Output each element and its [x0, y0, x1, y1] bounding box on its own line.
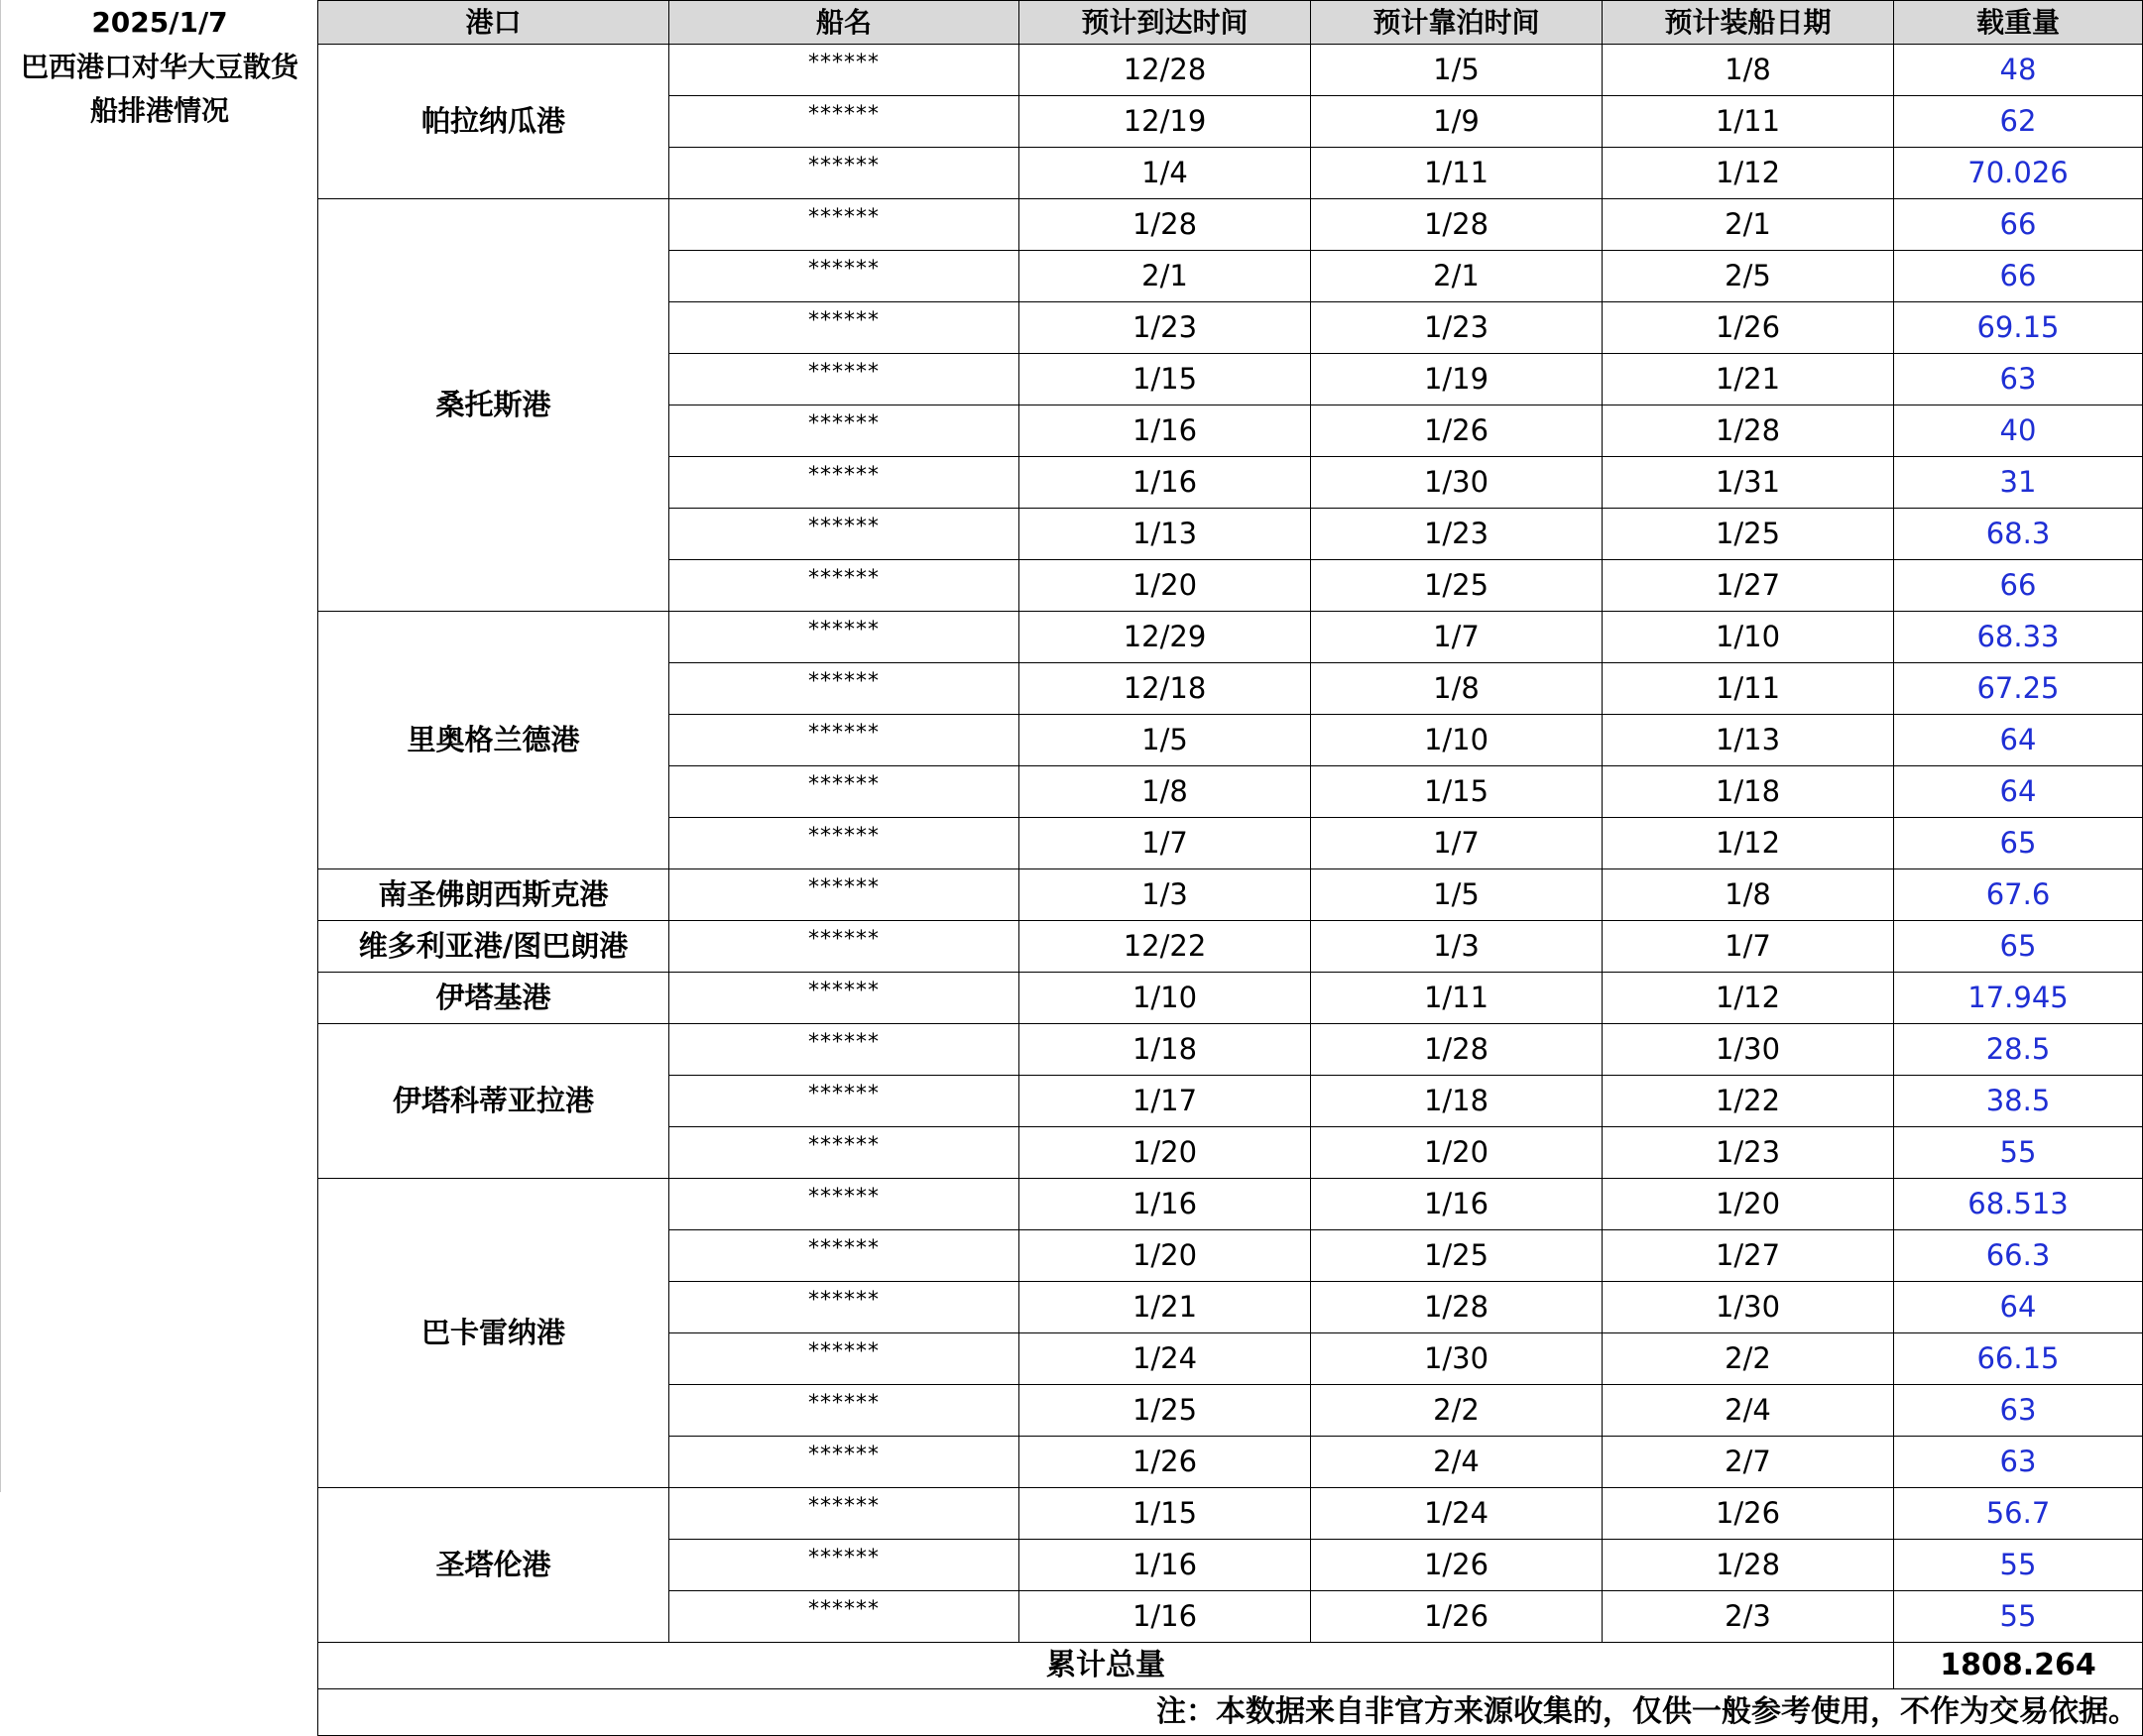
loading-date-cell[interactable]: 2/7	[1603, 1437, 1894, 1488]
ship-name-cell[interactable]: ******	[669, 715, 1019, 766]
loading-date-cell[interactable]: 1/27	[1603, 560, 1894, 612]
deadweight-cell[interactable]: 66.15	[1894, 1333, 2143, 1385]
table-row	[318, 973, 2143, 1024]
ship-name-cell[interactable]: ******	[669, 354, 1019, 405]
ship-name-cell[interactable]: ******	[669, 869, 1019, 921]
loading-date-cell[interactable]: 1/28	[1603, 1540, 1894, 1591]
ship-name-cell[interactable]: ******	[669, 973, 1019, 1024]
port-cell[interactable]: 圣塔伦港	[318, 1488, 669, 1643]
deadweight-cell[interactable]: 17.945	[1894, 973, 2143, 1024]
deadweight-cell[interactable]: 67.25	[1894, 663, 2143, 715]
berthing-time-cell[interactable]: 1/10	[1311, 715, 1603, 766]
loading-date-cell[interactable]: 1/12	[1603, 818, 1894, 869]
berthing-time-cell[interactable]: 1/11	[1311, 973, 1603, 1024]
deadweight-cell[interactable]: 68.513	[1894, 1179, 2143, 1230]
deadweight-cell[interactable]: 28.5	[1894, 1024, 2143, 1076]
ship-name-cell[interactable]: ******	[669, 612, 1019, 663]
berthing-time-cell[interactable]: 1/28	[1311, 1282, 1603, 1333]
loading-date-cell[interactable]: 1/10	[1603, 612, 1894, 663]
berthing-time-cell[interactable]: 1/9	[1311, 96, 1603, 148]
table-row	[318, 1179, 2143, 1230]
eta-cell[interactable]: 1/7	[1019, 818, 1311, 869]
berthing-time-cell[interactable]: 1/23	[1311, 302, 1603, 354]
ship-name-cell[interactable]: ******	[669, 1385, 1019, 1437]
eta-cell[interactable]: 1/18	[1019, 1024, 1311, 1076]
header-ship-name[interactable]: 船名	[669, 1, 1019, 45]
deadweight-cell[interactable]: 63	[1894, 354, 2143, 405]
loading-date-cell[interactable]: 2/5	[1603, 251, 1894, 302]
loading-date-cell[interactable]: 1/28	[1603, 405, 1894, 457]
report-title: 巴西港口对华大豆散货船排港情况	[20, 51, 298, 127]
total-row	[318, 1643, 2143, 1689]
ship-name-cell[interactable]: ******	[669, 921, 1019, 973]
loading-date-cell[interactable]: 1/22	[1603, 1076, 1894, 1127]
table-header	[318, 1, 2143, 45]
eta-cell[interactable]: 1/15	[1019, 1488, 1311, 1540]
disclaimer-note[interactable]: 注：本数据来自非官方来源收集的，仅供一般参考使用，不作为交易依据。	[318, 1689, 2143, 1736]
deadweight-cell[interactable]: 68.3	[1894, 509, 2143, 560]
loading-date-cell[interactable]: 1/8	[1603, 45, 1894, 96]
berthing-time-cell[interactable]: 1/25	[1311, 1230, 1603, 1282]
table-body	[318, 45, 2143, 1736]
deadweight-cell[interactable]: 66.3	[1894, 1230, 2143, 1282]
loading-date-cell[interactable]: 1/26	[1603, 302, 1894, 354]
berthing-time-cell[interactable]: 1/30	[1311, 1333, 1603, 1385]
berthing-time-cell[interactable]: 1/23	[1311, 509, 1603, 560]
ship-name-cell[interactable]: ******	[669, 96, 1019, 148]
eta-cell[interactable]: 12/19	[1019, 96, 1311, 148]
deadweight-cell[interactable]: 40	[1894, 405, 2143, 457]
eta-cell[interactable]: 12/18	[1019, 663, 1311, 715]
loading-date-cell[interactable]: 1/13	[1603, 715, 1894, 766]
eta-cell[interactable]: 1/16	[1019, 1591, 1311, 1643]
loading-date-cell[interactable]: 2/4	[1603, 1385, 1894, 1437]
ship-name-cell[interactable]: ******	[669, 663, 1019, 715]
berthing-schedule-table	[317, 0, 2143, 1736]
ship-name-cell[interactable]: ******	[669, 1024, 1019, 1076]
eta-cell[interactable]: 1/28	[1019, 199, 1311, 251]
header-deadweight[interactable]: 载重量	[1894, 1, 2143, 45]
ship-name-cell[interactable]: ******	[669, 1437, 1019, 1488]
port-cell[interactable]: 巴卡雷纳港	[318, 1179, 669, 1488]
ship-name-cell[interactable]: ******	[669, 1282, 1019, 1333]
loading-date-cell[interactable]: 1/18	[1603, 766, 1894, 818]
loading-date-cell[interactable]: 1/27	[1603, 1230, 1894, 1282]
berthing-time-cell[interactable]: 1/7	[1311, 818, 1603, 869]
eta-cell[interactable]: 1/23	[1019, 302, 1311, 354]
berthing-time-cell[interactable]: 1/26	[1311, 1591, 1603, 1643]
berthing-time-cell[interactable]: 1/25	[1311, 560, 1603, 612]
loading-date-cell[interactable]: 1/11	[1603, 663, 1894, 715]
loading-date-cell[interactable]: 1/30	[1603, 1024, 1894, 1076]
deadweight-cell[interactable]: 55	[1894, 1540, 2143, 1591]
loading-date-cell[interactable]: 1/21	[1603, 354, 1894, 405]
berthing-time-cell[interactable]: 1/28	[1311, 199, 1603, 251]
port-cell[interactable]: 维多利亚港/图巴朗港	[318, 921, 669, 973]
header-row	[318, 1, 2143, 45]
loading-date-cell[interactable]: 1/12	[1603, 973, 1894, 1024]
eta-cell[interactable]: 1/16	[1019, 457, 1311, 509]
berthing-time-cell[interactable]: 1/26	[1311, 1540, 1603, 1591]
loading-date-cell[interactable]: 1/7	[1603, 921, 1894, 973]
deadweight-cell[interactable]: 67.6	[1894, 869, 2143, 921]
berthing-time-cell[interactable]: 1/15	[1311, 766, 1603, 818]
loading-date-cell[interactable]: 1/25	[1603, 509, 1894, 560]
sheet-sidebar	[0, 0, 317, 1492]
berthing-time-cell[interactable]: 1/5	[1311, 869, 1603, 921]
ship-name-cell[interactable]: ******	[669, 45, 1019, 96]
loading-date-cell[interactable]: 1/30	[1603, 1282, 1894, 1333]
table-row	[318, 1024, 2143, 1076]
eta-cell[interactable]: 1/17	[1019, 1076, 1311, 1127]
table-row	[318, 1488, 2143, 1540]
berthing-time-cell[interactable]: 2/4	[1311, 1437, 1603, 1488]
total-value[interactable]: 1808.264	[1894, 1643, 2143, 1689]
eta-cell[interactable]: 1/13	[1019, 509, 1311, 560]
eta-cell[interactable]: 1/25	[1019, 1385, 1311, 1437]
table-row	[318, 869, 2143, 921]
ship-name-cell[interactable]: ******	[669, 509, 1019, 560]
deadweight-cell[interactable]: 65	[1894, 818, 2143, 869]
berthing-time-cell[interactable]: 1/5	[1311, 45, 1603, 96]
berthing-time-cell[interactable]: 1/30	[1311, 457, 1603, 509]
ship-name-cell[interactable]: ******	[669, 766, 1019, 818]
table-row	[318, 612, 2143, 663]
loading-date-cell[interactable]: 2/3	[1603, 1591, 1894, 1643]
deadweight-cell[interactable]: 64	[1894, 766, 2143, 818]
deadweight-cell[interactable]: 55	[1894, 1591, 2143, 1643]
ship-name-cell[interactable]: ******	[669, 199, 1019, 251]
eta-cell[interactable]: 2/1	[1019, 251, 1311, 302]
table-row	[318, 921, 2143, 973]
loading-date-cell[interactable]: 1/26	[1603, 1488, 1894, 1540]
ship-name-cell[interactable]: ******	[669, 302, 1019, 354]
berthing-time-cell[interactable]: 1/24	[1311, 1488, 1603, 1540]
deadweight-cell[interactable]: 69.15	[1894, 302, 2143, 354]
note-row	[318, 1689, 2143, 1736]
deadweight-cell[interactable]: 64	[1894, 1282, 2143, 1333]
berthing-time-cell[interactable]: 1/26	[1311, 405, 1603, 457]
deadweight-cell[interactable]: 31	[1894, 457, 2143, 509]
berthing-time-cell[interactable]: 1/16	[1311, 1179, 1603, 1230]
berthing-time-cell[interactable]: 1/18	[1311, 1076, 1603, 1127]
eta-cell[interactable]: 12/22	[1019, 921, 1311, 973]
ship-name-cell[interactable]: ******	[669, 560, 1019, 612]
eta-cell[interactable]: 1/21	[1019, 1282, 1311, 1333]
header-eta[interactable]: 预计到达时间	[1019, 1, 1311, 45]
ship-name-cell[interactable]: ******	[669, 1333, 1019, 1385]
loading-date-cell[interactable]: 1/11	[1603, 96, 1894, 148]
loading-date-cell[interactable]: 1/20	[1603, 1179, 1894, 1230]
berthing-time-cell[interactable]: 1/7	[1311, 612, 1603, 663]
deadweight-cell[interactable]: 64	[1894, 715, 2143, 766]
eta-cell[interactable]: 12/29	[1019, 612, 1311, 663]
eta-cell[interactable]: 1/16	[1019, 405, 1311, 457]
loading-date-cell[interactable]: 1/23	[1603, 1127, 1894, 1179]
deadweight-cell[interactable]: 66	[1894, 251, 2143, 302]
berthing-time-cell[interactable]: 2/2	[1311, 1385, 1603, 1437]
berthing-time-cell[interactable]: 1/11	[1311, 148, 1603, 199]
deadweight-cell[interactable]: 56.7	[1894, 1488, 2143, 1540]
table-row	[318, 45, 2143, 96]
deadweight-cell[interactable]: 62	[1894, 96, 2143, 148]
deadweight-cell[interactable]: 68.33	[1894, 612, 2143, 663]
ship-name-cell[interactable]: ******	[669, 148, 1019, 199]
total-label[interactable]: 累计总量	[318, 1643, 1894, 1689]
ship-name-cell[interactable]: ******	[669, 457, 1019, 509]
eta-cell[interactable]: 1/20	[1019, 1230, 1311, 1282]
ship-name-cell[interactable]: ******	[669, 818, 1019, 869]
header-port[interactable]: 港口	[318, 1, 669, 45]
deadweight-cell[interactable]: 63	[1894, 1385, 2143, 1437]
eta-cell[interactable]: 1/26	[1019, 1437, 1311, 1488]
eta-cell[interactable]: 1/5	[1019, 715, 1311, 766]
deadweight-cell[interactable]: 66	[1894, 199, 2143, 251]
eta-cell[interactable]: 1/10	[1019, 973, 1311, 1024]
deadweight-cell[interactable]: 38.5	[1894, 1076, 2143, 1127]
ship-name-cell[interactable]: ******	[669, 1076, 1019, 1127]
deadweight-cell[interactable]: 48	[1894, 45, 2143, 96]
ship-name-cell[interactable]: ******	[669, 1230, 1019, 1282]
berthing-time-cell[interactable]: 1/8	[1311, 663, 1603, 715]
ship-name-cell[interactable]: ******	[669, 251, 1019, 302]
header-berthing-time[interactable]: 预计靠泊时间	[1311, 1, 1603, 45]
eta-cell[interactable]: 1/15	[1019, 354, 1311, 405]
eta-cell[interactable]: 1/24	[1019, 1333, 1311, 1385]
ship-name-cell[interactable]: ******	[669, 1591, 1019, 1643]
berthing-time-cell[interactable]: 1/28	[1311, 1024, 1603, 1076]
port-cell[interactable]: 帕拉纳瓜港	[318, 45, 669, 199]
eta-cell[interactable]: 1/20	[1019, 1127, 1311, 1179]
ship-name-cell[interactable]: ******	[669, 1488, 1019, 1540]
eta-cell[interactable]: 1/16	[1019, 1179, 1311, 1230]
eta-cell[interactable]: 1/16	[1019, 1540, 1311, 1591]
eta-cell[interactable]: 1/4	[1019, 148, 1311, 199]
ship-name-cell[interactable]: ******	[669, 1127, 1019, 1179]
deadweight-cell[interactable]: 66	[1894, 560, 2143, 612]
port-cell[interactable]: 里奥格兰德港	[318, 612, 669, 869]
eta-cell[interactable]: 1/3	[1019, 869, 1311, 921]
ship-name-cell[interactable]: ******	[669, 1540, 1019, 1591]
report-date: 2025/1/7	[91, 6, 228, 39]
port-cell[interactable]: 伊塔科蒂亚拉港	[318, 1024, 669, 1179]
berthing-time-cell[interactable]: 2/1	[1311, 251, 1603, 302]
header-loading-date[interactable]: 预计装船日期	[1603, 1, 1894, 45]
table-row	[318, 199, 2143, 251]
berthing-time-cell[interactable]: 1/3	[1311, 921, 1603, 973]
berthing-time-cell[interactable]: 1/20	[1311, 1127, 1603, 1179]
ship-name-cell[interactable]: ******	[669, 1179, 1019, 1230]
berthing-time-cell[interactable]: 1/19	[1311, 354, 1603, 405]
port-cell[interactable]: 南圣佛朗西斯克港	[318, 869, 669, 921]
deadweight-cell[interactable]: 55	[1894, 1127, 2143, 1179]
port-cell[interactable]: 桑托斯港	[318, 199, 669, 612]
deadweight-cell[interactable]: 70.026	[1894, 148, 2143, 199]
loading-date-cell[interactable]: 1/31	[1603, 457, 1894, 509]
loading-date-cell[interactable]: 1/8	[1603, 869, 1894, 921]
loading-date-cell[interactable]: 1/12	[1603, 148, 1894, 199]
eta-cell[interactable]: 1/20	[1019, 560, 1311, 612]
loading-date-cell[interactable]: 2/2	[1603, 1333, 1894, 1385]
eta-cell[interactable]: 1/8	[1019, 766, 1311, 818]
deadweight-cell[interactable]: 65	[1894, 921, 2143, 973]
deadweight-cell[interactable]: 63	[1894, 1437, 2143, 1488]
port-cell[interactable]: 伊塔基港	[318, 973, 669, 1024]
eta-cell[interactable]: 12/28	[1019, 45, 1311, 96]
ship-name-cell[interactable]: ******	[669, 405, 1019, 457]
loading-date-cell[interactable]: 2/1	[1603, 199, 1894, 251]
